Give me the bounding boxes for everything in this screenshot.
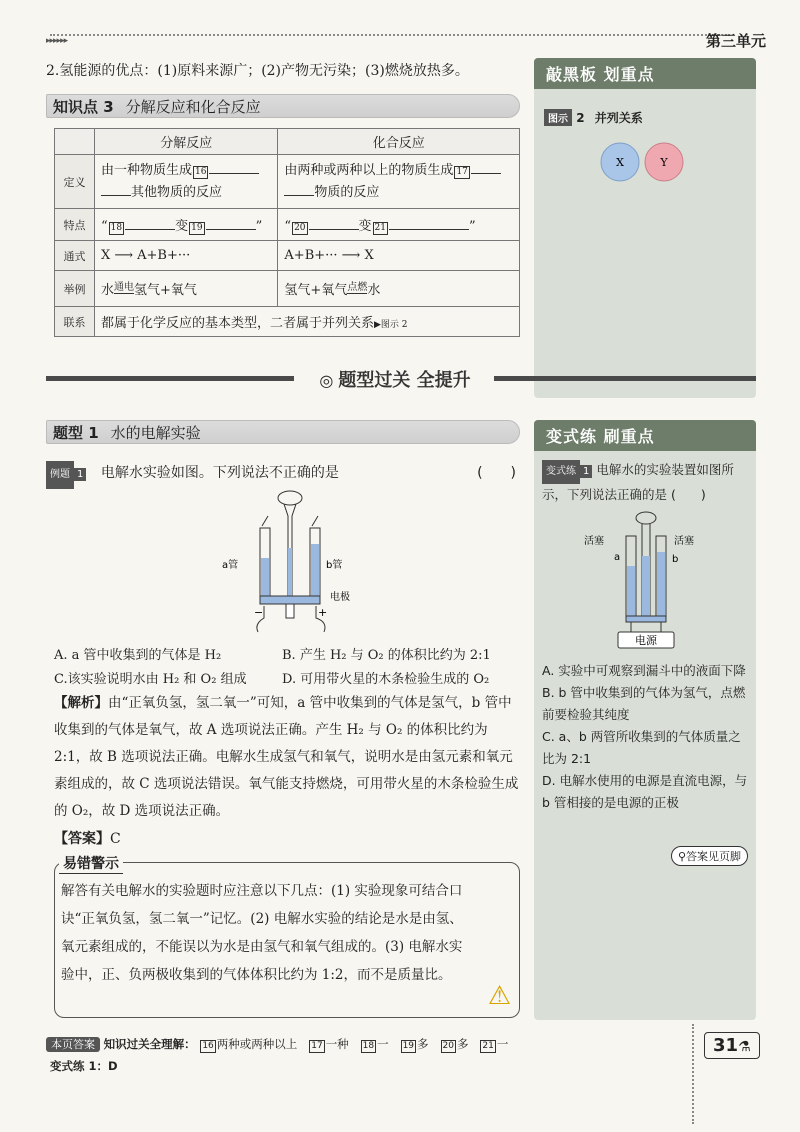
blank-17 — [471, 173, 501, 174]
explanation — [54, 690, 522, 825]
side2-title: 变式练 刷重点 — [534, 420, 756, 451]
blank-16-cont — [101, 195, 131, 196]
footer-divider — [692, 1024, 694, 1124]
relation-text: 都属于化学反应的基本类型，二者属于并列关系 — [101, 316, 375, 331]
banner-line-left — [46, 376, 294, 381]
cell-def-a — [95, 155, 278, 209]
blank-18 — [125, 229, 175, 230]
fig-a-tube-label: a管 — [222, 560, 239, 571]
ex-a-cond-arrow — [114, 283, 134, 294]
change-text: 变 — [358, 218, 372, 234]
answer-link-text: 答案见页脚 — [686, 850, 741, 863]
ex-a-right: 氢气+氧气 — [134, 283, 197, 298]
def-b-text: 由两种或两种以上的物质生成 — [284, 162, 454, 178]
example1-tag: 例题 — [46, 461, 74, 489]
side1-tag: 图示 — [544, 109, 572, 126]
row-head-relation: 联系 — [55, 307, 95, 337]
footer-tag: 本页答案 — [46, 1037, 100, 1052]
side2-option-c[interactable]: C. a、b 两管所收集到的气体质量之比为 2:1 — [542, 729, 741, 766]
fig-plus: + — [318, 606, 328, 619]
fig2-valve-left: 活塞 — [584, 536, 604, 547]
side-panel-knock — [534, 58, 756, 398]
side1-subtitle-row — [534, 89, 756, 126]
fig2-b-water — [657, 552, 665, 622]
fig-b-tube-label: b管 — [326, 560, 343, 571]
ex-a-cond: 通电 — [114, 282, 135, 293]
example1-paren[interactable]: ( ) — [477, 465, 516, 481]
blank-21-num: 21 — [374, 222, 386, 233]
option-a[interactable]: A. a 管中收集到的气体是 H₂ — [54, 648, 222, 663]
tube-valves — [262, 516, 318, 526]
blank-18-num: 18 — [110, 222, 123, 233]
kp3-label: 知识点 3 — [53, 97, 114, 116]
banner-title: 题型过关 全提升 — [338, 370, 471, 391]
fig-minus: − — [254, 606, 264, 619]
relation-ref[interactable]: ▶图示 2 — [374, 320, 408, 330]
fig2-a-water — [627, 566, 635, 622]
side2-options — [534, 656, 756, 814]
answer-value: C — [110, 831, 121, 847]
cell-feature-b — [278, 209, 520, 241]
ex-b-cond: 点燃 — [347, 282, 368, 293]
option-d[interactable]: D. 可用带火星的木条检验生成的 O₂ — [282, 672, 490, 687]
blank-17-cont — [284, 195, 314, 196]
blank-16 — [209, 173, 259, 174]
ex-b-cond-arrow — [347, 283, 367, 294]
electrolysis-figure-2 — [534, 506, 756, 656]
quote-close: ” — [255, 218, 263, 234]
side2-option-d[interactable]: D. 电解水使用的电源是直流电源，与 b 管相接的是电源的正极 — [542, 773, 748, 810]
explanation-label: 【解析】 — [54, 695, 108, 711]
parallel-relation-diagram — [534, 132, 756, 192]
cell-example-b — [278, 271, 520, 307]
fig2-funnel-water — [642, 556, 650, 620]
row-head-def: 定义 — [55, 155, 95, 209]
def-a-text: 由一种物质生成 — [101, 162, 193, 178]
y-label: Y — [660, 156, 668, 169]
x-label: X — [616, 156, 624, 169]
fig-electrode-label: 电极 — [330, 592, 350, 603]
banner-icon: ◎ — [319, 371, 334, 390]
blank-19-num: 19 — [191, 222, 203, 233]
foot-n18: 18 — [362, 1041, 375, 1051]
fig2-connector — [626, 616, 666, 622]
kp3-title: 分解反应和化合反应 — [125, 97, 261, 116]
cell-formula-b: A+B+··· ⟶ X — [278, 241, 520, 271]
side2-num: 1 — [580, 465, 592, 478]
ex-b-left: 氢气+氧气 — [284, 283, 348, 298]
quote-open: “ — [284, 218, 292, 234]
change-text: 变 — [175, 218, 189, 234]
col-head-decompose: 分解反应 — [95, 129, 278, 155]
funnel-tube-right — [292, 504, 296, 598]
example1-num: 1 — [74, 468, 86, 481]
answer-label: 【答案】 — [54, 831, 110, 847]
side2-question-text: 电解水的实验装置如图所示，下列说法正确的是 — [542, 462, 734, 502]
row-head-feature: 特点 — [55, 209, 95, 241]
ex-b-right: 水 — [367, 283, 381, 298]
row-head-example: 举例 — [55, 271, 95, 307]
option-c[interactable]: C.该实验说明水由 H₂ 和 O₂ 组成 — [54, 672, 247, 687]
explanation-text: 由“正氧负氢，氢二氧一”可知，a 管中收集到的气体是氢气，b 管中收集到的气体是氧气，故 A 选项说法正确。产生 H₂ 与 O₂ 的体积比约为 2:1，故 B 选项说法正确。电解水生成氢气和氧气，说明水是由氢元素和氧元素组成的，故 C 选项说法错误。氧气能支持燃烧，可用带火星的木条检验生成的 O₂，故 D 选项说法正确。 — [54, 695, 519, 819]
side2-question — [534, 451, 756, 506]
foot-n16: 16 — [202, 1041, 214, 1051]
side2-option-b[interactable]: B. b 管中收集到的气体为氢气，点燃前要检验其纯度 — [542, 685, 746, 722]
side2-option-a[interactable]: A. 实验中可观察到漏斗中的液面下降 — [542, 663, 746, 678]
warning-box — [54, 856, 520, 1018]
foot-a17: 一种 — [325, 1037, 349, 1051]
side2-tag: 变式练 — [542, 460, 580, 484]
foot-n21: 21 — [482, 1041, 494, 1051]
banner-line-right — [494, 376, 756, 381]
header-dotted-line — [50, 34, 730, 36]
side2-paren[interactable]: ( ) — [671, 487, 706, 502]
def-b-text-2: 物质的反应 — [314, 184, 380, 200]
foot-a21: 一 — [496, 1037, 509, 1051]
answer — [54, 828, 121, 848]
answer-link[interactable] — [671, 846, 748, 866]
kp3-bar — [46, 94, 520, 118]
type1-label: 题型 1 — [53, 423, 99, 442]
foot-a20: 多 — [456, 1037, 469, 1051]
fig2-valve-right: 活塞 — [674, 536, 694, 547]
fig2-a: a — [614, 552, 621, 563]
footer-answers — [46, 1036, 686, 1053]
quote-open: “ — [101, 218, 108, 234]
def-a-text-2: 其他物质的反应 — [131, 184, 223, 200]
side1-subtitle: 并列关系 — [594, 111, 643, 125]
cell-relation — [95, 307, 520, 337]
row-head-formula: 通式 — [55, 241, 95, 271]
example1-question: 电解水实验如图。下列说法不正确的是 — [100, 465, 339, 481]
side1-num: 2 — [576, 111, 585, 125]
cell-formula-a: X ⟶ A+B+··· — [95, 241, 278, 271]
ex-a-left: 水 — [101, 283, 115, 298]
side1-title: 敲黑板 划重点 — [534, 58, 756, 89]
footer-variant: 变式练 1：D — [50, 1059, 118, 1073]
warning-icon: ⚠ — [487, 981, 511, 1011]
electrolysis-figure — [218, 488, 368, 638]
fig2-b: b — [672, 554, 679, 565]
option-b[interactable]: B. 产生 H₂ 与 O₂ 的体积比约为 2:1 — [282, 648, 491, 663]
flask-icon: ⚗ — [738, 1039, 751, 1055]
funnel-top — [278, 491, 302, 505]
foot-a18: 一 — [377, 1037, 389, 1051]
foot-a19: 多 — [417, 1037, 429, 1051]
blank-17-num: 17 — [456, 166, 468, 177]
foot-n19: 19 — [402, 1041, 415, 1051]
connector — [260, 596, 320, 604]
cell-def-b — [278, 155, 520, 209]
cell-example-a — [95, 271, 278, 307]
answer-link-icon: ⚲ — [677, 850, 686, 863]
stand — [286, 604, 294, 618]
blank-20 — [309, 229, 359, 230]
table-corner — [55, 129, 95, 155]
type1-title: 水的电解实验 — [110, 423, 201, 442]
warning-title: 易错警示 — [59, 853, 123, 874]
unit-title: 第三单元 — [705, 32, 766, 50]
col-head-combine: 化合反应 — [278, 129, 520, 155]
blank-21 — [389, 229, 469, 230]
intro-text: 2.氢能源的优点：(1)原料来源广；(2)产物无污染；(3)燃烧放热多。 — [46, 63, 469, 79]
quote-close: ” — [469, 218, 476, 234]
blank-16-num: 16 — [195, 166, 207, 177]
header-arrows-icon: ▸▸▸▸▸▸ — [46, 36, 68, 46]
warning-text: 解答有关电解水的实验题时应注意以下几点：(1) 实验现象可结合口诀“正氧负氢，氢二氧一”记忆。(2) 电解水实验的结论是水是由氢、氧元素组成的，不能误以为水是由氢气和氧气组成的。(3) 电解水实验中，正、负两极收集到的气体体积比约为 1:2，而不是质量比。 — [61, 883, 463, 983]
footer-label: 知识过关全理解： — [103, 1037, 196, 1051]
kp3-table — [54, 128, 520, 337]
blank-19 — [206, 229, 256, 230]
banner — [300, 366, 490, 392]
example1-question-row — [46, 460, 520, 489]
fig2-funnel — [636, 512, 656, 524]
cell-feature-a — [95, 209, 278, 241]
type1-bar — [46, 420, 520, 444]
funnel-water — [288, 548, 292, 598]
foot-n17: 17 — [311, 1041, 323, 1051]
fig2-power: 电源 — [635, 634, 657, 647]
page-number — [704, 1032, 760, 1059]
page-number-text: 31 — [713, 1035, 739, 1056]
foot-a16: 两种或两种以上 — [216, 1037, 298, 1051]
funnel-tube-left — [284, 504, 288, 598]
side-panel-variant — [534, 420, 756, 1020]
b-tube-water — [311, 544, 319, 604]
foot-n20: 20 — [442, 1041, 454, 1051]
blank-20-num: 20 — [294, 222, 306, 233]
